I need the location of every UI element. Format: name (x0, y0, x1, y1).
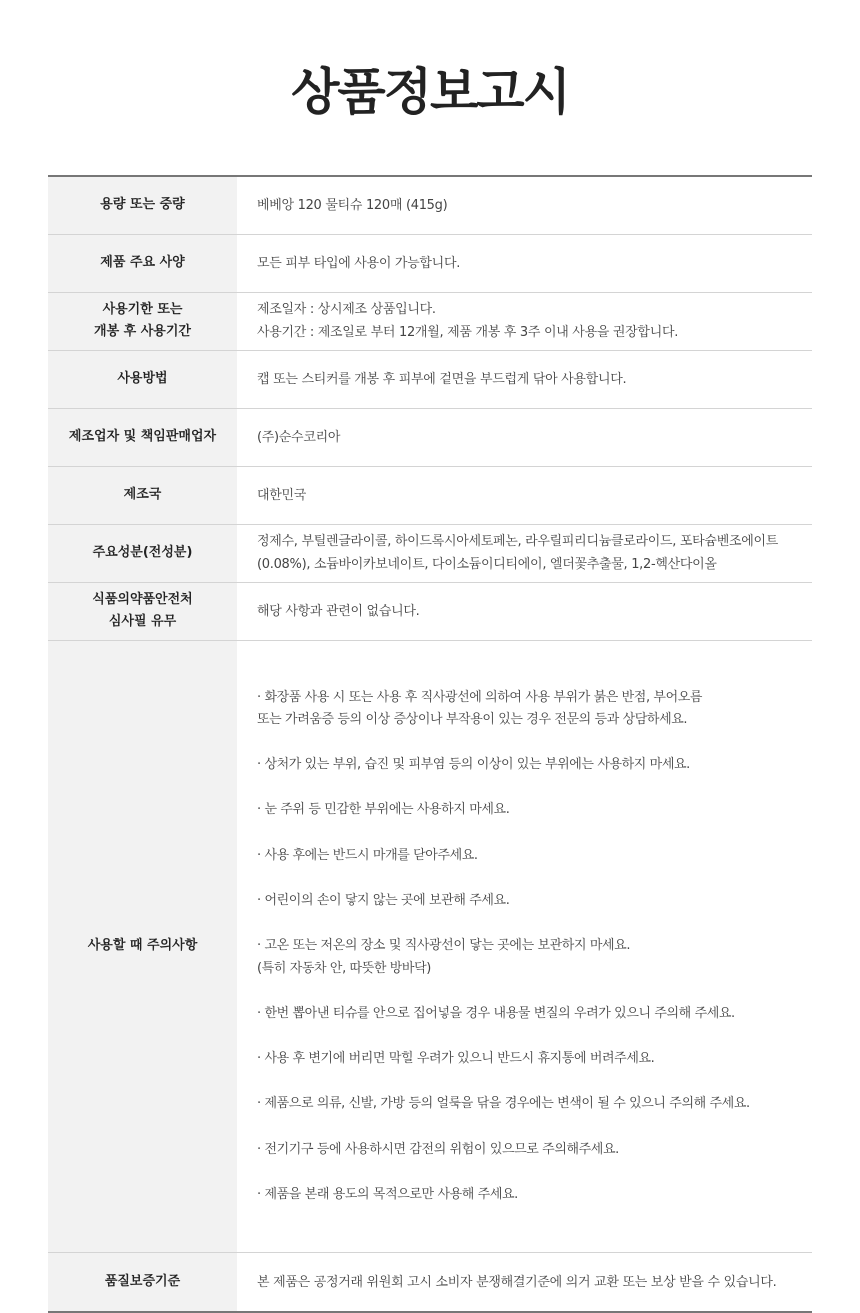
page-title: 상품정보고시 (291, 63, 569, 121)
row-label: 제조업자 및 책임판매업자 (48, 408, 237, 466)
table-row (48, 640, 812, 1253)
row-value: 대한민국 (237, 466, 812, 524)
row-value: (주)순수코리아 (237, 408, 812, 466)
list-item: · 고온 또는 저온의 장소 및 직사광선이 닿는 곳에는 보관하지 마세요. (특히 자동차 안, 따뜻한 방바닥) (257, 938, 631, 976)
row-label: 사용기한 또는 개봉 후 사용기간 (48, 292, 237, 350)
list-item: · 전기기구 등에 사용하시면 감전의 위험이 있으므로 주의해주세요. (257, 1141, 619, 1157)
list-item: · 한번 뽑아낸 티슈를 안으로 집어넣을 경우 내용물 변질의 우려가 있으니 주의해 주세요. (257, 1005, 735, 1021)
row-value: 캡 또는 스티커를 개봉 후 피부에 겉면을 부드럽게 닦아 사용합니다. (237, 350, 812, 408)
table-row (48, 466, 812, 524)
list-item: · 제품을 본래 용도의 목적으로만 사용해 주세요. (257, 1187, 518, 1203)
row-value: 베베앙 120 물티슈 120매 (415g) (237, 176, 812, 234)
row-value: 모든 피부 타입에 사용이 가능합니다. (237, 234, 812, 292)
row-label: 식품의약품안전처 심사필 유무 (48, 582, 237, 640)
list-item: · 상처가 있는 부위, 습진 및 피부염 등의 이상이 있는 부위에는 사용하지 마세요. (257, 757, 690, 773)
row-value: 제조일자 : 상시제조 상품입니다. 사용기간 : 제조일로 부터 12개월, 제품 개봉 후 3주 이내 사용을 권장합니다. (237, 292, 812, 350)
row-value: 본 제품은 공정거래 위원회 고시 소비자 분쟁해결기준에 의거 교환 또는 보상 받을 수 있습니다. (257, 1274, 777, 1290)
table-row (48, 176, 812, 234)
list-item: · 사용 후에는 반드시 마개를 닫아주세요. (257, 847, 478, 863)
row-value: 해당 사항과 관련이 없습니다. (237, 582, 812, 640)
row-value (237, 640, 812, 1253)
row-label: 사용방법 (48, 350, 237, 408)
row-label: 사용할 때 주의사항 (48, 640, 237, 1253)
table-row (48, 1253, 812, 1312)
row-label: 용량 또는 중량 (48, 176, 237, 234)
row-label: 품질보증기준 (48, 1253, 237, 1312)
caution-list (257, 664, 806, 1230)
table-row (48, 408, 812, 466)
list-item: · 어린이의 손이 닿지 않는 곳에 보관해 주세요. (257, 892, 510, 908)
product-info-table (48, 175, 812, 1313)
table-row (48, 524, 812, 582)
row-label: 주요성분(전성분) (48, 524, 237, 582)
list-item: · 눈 주위 등 민감한 부위에는 사용하지 마세요. (257, 802, 510, 818)
table-row (48, 234, 812, 292)
table-row (48, 292, 812, 350)
list-item: · 화장품 사용 시 또는 사용 후 직사광선에 의하여 사용 부위가 붉은 반점, 부어오름 또는 가려움증 등의 이상 증상이나 부작용이 있는 경우 전문의 등과 상담하세요. (257, 689, 703, 727)
table-row (48, 582, 812, 640)
row-label: 제품 주요 사양 (48, 234, 237, 292)
list-item: · 사용 후 변기에 버리면 막힐 우려가 있으니 반드시 휴지통에 버려주세요. (257, 1051, 655, 1067)
table-row (48, 350, 812, 408)
list-item: · 제품으로 의류, 신발, 가방 등의 얼룩을 닦을 경우에는 변색이 될 수 있으니 주의해 주세요. (257, 1096, 750, 1112)
row-value: 정제수, 부틸렌글라이콜, 하이드록시아세토페논, 라우릴피리디늄클로라이드, 포타슘벤조에이트 (0.08%), 소듐바이카보네이트, 다이소듐이디티에이, 엘더꽃추출물, 1,2-헥산다이올 (237, 524, 812, 582)
row-label: 제조국 (48, 466, 237, 524)
